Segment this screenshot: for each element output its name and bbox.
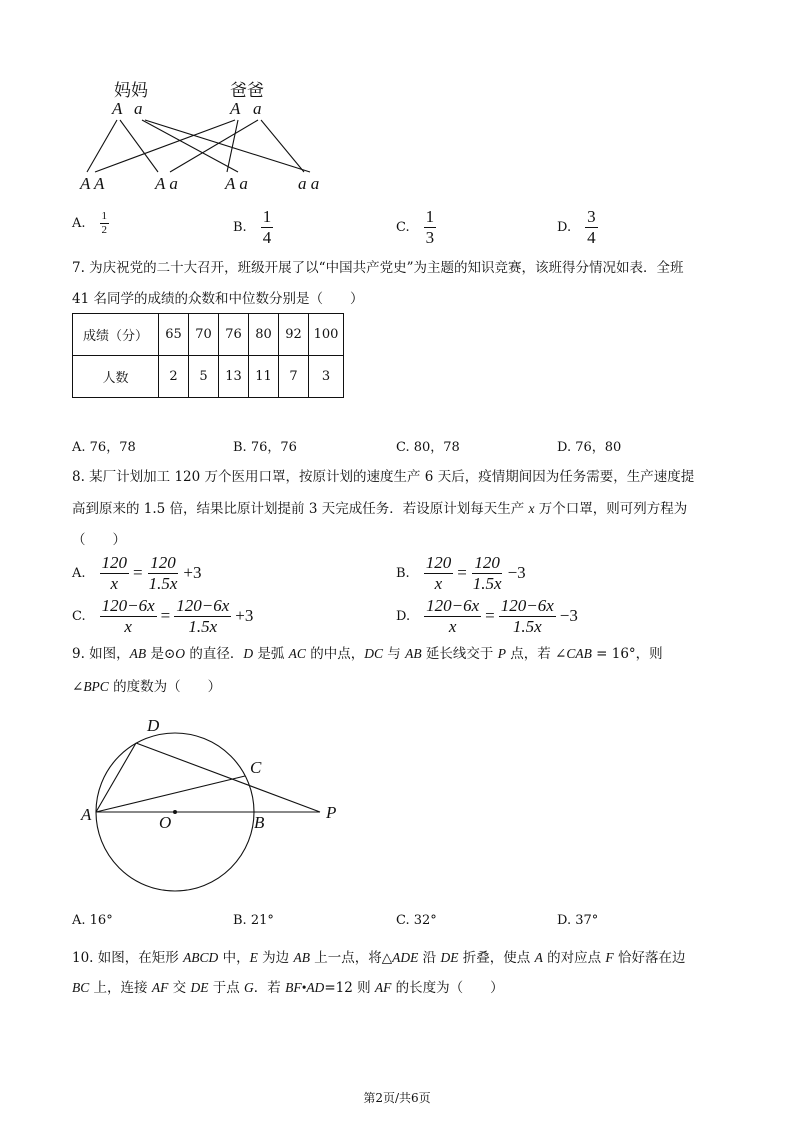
table-cell: 13 <box>219 356 249 398</box>
text: 的对应点 <box>542 950 606 966</box>
text: 延长线交于 <box>421 646 498 662</box>
frac-num: 120 <box>150 553 176 572</box>
var: A <box>534 950 543 965</box>
var: BPC <box>83 679 109 694</box>
option-letter: C. <box>396 219 410 235</box>
text: 上一点，将△ <box>309 950 393 966</box>
text: 沿 <box>418 950 441 966</box>
frac-den: x <box>110 573 119 593</box>
option-letter: D. <box>557 219 572 235</box>
text: 万个口罩，则可列方程为 <box>534 501 688 517</box>
frac-den: 1.5x <box>148 573 178 593</box>
var: ABCD <box>183 950 219 965</box>
option-letter: B. <box>396 565 410 581</box>
equation <box>100 596 254 636</box>
var: AB <box>405 646 422 661</box>
center-dot <box>173 810 177 814</box>
text: ．若 <box>253 980 286 996</box>
text: 的长度为（ ） <box>391 980 504 996</box>
option-letter: B. <box>233 219 247 235</box>
label-D: D <box>147 716 160 735</box>
table-cell: 76 <box>219 314 249 356</box>
var: AF <box>374 980 392 995</box>
page-footer: 第2页/共6页 <box>363 1091 431 1105</box>
label-O: O <box>159 813 172 832</box>
frac-num: 3 <box>587 207 596 226</box>
offspring-Aa-2: A a <box>225 174 248 193</box>
frac-den: x <box>434 573 443 593</box>
q8-option-d[interactable] <box>396 596 578 636</box>
q9-option-b[interactable]: B. 21° <box>233 913 274 928</box>
offspring-AA: A A <box>80 174 105 193</box>
table-cell: 70 <box>189 314 219 356</box>
frac-num: 1 <box>262 207 272 226</box>
text: 是⊙ <box>146 646 176 662</box>
var: DC <box>364 646 383 661</box>
text: 折叠，使点 <box>458 950 535 966</box>
text: = 16°，则 <box>591 646 663 662</box>
var: F <box>605 950 614 965</box>
frac-num: 120 <box>474 553 500 572</box>
label-P: P <box>326 803 337 822</box>
genetics-diagram <box>70 72 340 197</box>
tail: −3 <box>507 563 526 583</box>
q8-line1: 8. 某厂计划加工 120 万个医用口罩，按原计划的速度生产 6 天后，疫情期间因为任务需要，生产速度提 <box>72 469 695 485</box>
q7-option-c[interactable]: C. 80，78 <box>396 440 460 455</box>
label-A: A <box>81 805 92 824</box>
equals: = <box>485 606 495 626</box>
frac-den: 1.5x <box>472 573 502 593</box>
frac-den: 3 <box>425 227 435 247</box>
equals: = <box>160 606 171 626</box>
q7-option-d[interactable]: D. 76，80 <box>557 440 622 455</box>
text: 9. 如图， <box>72 646 130 662</box>
table-cell: 5 <box>189 356 219 398</box>
text: 与 <box>383 646 406 662</box>
table-cell: 2 <box>159 356 189 398</box>
mother-allele-A: A <box>112 99 123 118</box>
var: AC <box>288 646 306 661</box>
q9-option-a[interactable]: A. 16° <box>72 913 113 928</box>
line-ac <box>96 776 245 812</box>
frac-num: 120−6x <box>500 596 554 615</box>
text: 10. 如图，在矩形 <box>72 950 184 966</box>
text: 中， <box>218 950 250 966</box>
mother-label: 妈妈 <box>114 81 148 101</box>
equation <box>424 596 578 636</box>
var: P <box>497 646 506 661</box>
table-header-count: 人数 <box>73 356 159 398</box>
q7-line1: 7. 为庆祝党的二十大召开，班级开展了以“中国共产党史”为主题的知识竞赛，该班得分情况如表．全班 <box>72 260 684 276</box>
option-letter: A. <box>72 215 86 231</box>
text: 的度数为（ ） <box>108 679 222 695</box>
table-cell: 7 <box>279 356 309 398</box>
text: ∠ <box>72 679 84 695</box>
q8-option-b[interactable] <box>396 553 526 593</box>
q10-line2 <box>72 976 504 996</box>
q6-option-a[interactable] <box>72 210 109 236</box>
q9-line2 <box>72 675 221 695</box>
text: 为边 <box>257 950 294 966</box>
father-label: 爸爸 <box>230 81 264 101</box>
table-cell: 11 <box>249 356 279 398</box>
q8-option-a[interactable] <box>72 553 202 593</box>
frac-num: 120−6x <box>176 596 230 615</box>
frac-den: 4 <box>587 227 596 247</box>
text: 点，若 ∠ <box>505 646 567 662</box>
var: E <box>249 950 258 965</box>
line-ad <box>96 743 136 812</box>
equation <box>424 553 526 593</box>
frac-num: 1 <box>425 207 435 226</box>
frac-den: 1.5x <box>512 616 542 636</box>
text: 于点 <box>208 980 245 996</box>
option-letter: C. <box>72 608 86 624</box>
circle-figure <box>70 710 360 900</box>
q8-line3: （ ） <box>72 532 126 548</box>
q7-line2: 41 名同学的成绩的众数和中位数分别是（ ） <box>72 291 364 307</box>
table-row <box>73 356 344 398</box>
father-allele-a: a <box>253 99 262 118</box>
q9-option-c[interactable]: C. 32° <box>396 913 437 928</box>
q8-option-c[interactable] <box>72 596 253 636</box>
var: ADE <box>392 950 419 965</box>
table-cell: 80 <box>249 314 279 356</box>
score-table <box>72 313 344 398</box>
frac-den: x <box>124 616 132 636</box>
offspring-aa: a a <box>298 174 320 193</box>
father-allele-A: A <box>230 99 241 118</box>
var-x: x <box>528 501 535 516</box>
q9-line1 <box>72 642 663 662</box>
frac-den: 2 <box>101 223 108 236</box>
q8-line2 <box>72 497 687 517</box>
option-letter: D. <box>396 608 411 624</box>
var: DE <box>440 950 459 965</box>
equation <box>100 553 202 593</box>
label-B: B <box>254 813 265 832</box>
tail: +3 <box>235 606 254 626</box>
var: BC <box>72 980 90 995</box>
q6-option-d[interactable] <box>557 207 598 247</box>
offspring-Aa-1: A a <box>155 174 178 193</box>
frac-num: 120 <box>101 553 128 572</box>
table-cell: 3 <box>309 356 344 398</box>
table-cell: 65 <box>159 314 189 356</box>
text: 恰好落在边 <box>613 950 686 966</box>
var: G <box>244 980 254 995</box>
frac-num: 1 <box>101 210 108 222</box>
q10-line1 <box>72 946 685 966</box>
var: AF <box>151 980 169 995</box>
var: BF•AD <box>285 980 325 995</box>
frac-num: 120 <box>425 553 452 572</box>
equals: = <box>133 563 143 583</box>
text: 高到原来的 1.5 倍，结果比原计划提前 3 天完成任务．若设原计划每天生产 <box>72 501 529 517</box>
frac-num: 120−6x <box>426 596 480 615</box>
var: D <box>243 646 254 661</box>
table-cell: 92 <box>279 314 309 356</box>
frac-num: 120−6x <box>101 596 155 615</box>
var: CAB <box>566 646 592 661</box>
tail: −3 <box>559 606 578 626</box>
q7-option-a[interactable]: A. 76，78 <box>72 440 136 455</box>
q6-option-c[interactable] <box>396 207 436 247</box>
var: O <box>175 646 186 661</box>
label-C: C <box>250 758 262 777</box>
text: 交 <box>168 980 191 996</box>
tail: +3 <box>183 563 202 583</box>
text: 的中点， <box>305 646 365 662</box>
var: AB <box>129 646 147 661</box>
q6-option-b[interactable] <box>233 207 273 247</box>
text: 是弧 <box>253 646 289 662</box>
frac-den: 1.5x <box>188 616 218 636</box>
mother-allele-a: a <box>134 99 143 118</box>
q7-option-b[interactable]: B. 76，76 <box>233 440 297 455</box>
text: 的直径． <box>185 646 244 662</box>
table-row <box>73 314 344 356</box>
text: =12 则 <box>324 980 375 996</box>
q9-option-d[interactable]: D. 37° <box>557 913 599 928</box>
var: AB <box>293 950 310 965</box>
table-cell: 100 <box>309 314 344 356</box>
equals: = <box>457 563 467 583</box>
table-header-score: 成绩（分） <box>73 314 159 356</box>
text: 上，连接 <box>89 980 152 996</box>
frac-den: 4 <box>262 227 272 247</box>
frac-den: x <box>448 616 457 636</box>
var: DE <box>190 980 209 995</box>
option-letter: A. <box>72 565 86 581</box>
